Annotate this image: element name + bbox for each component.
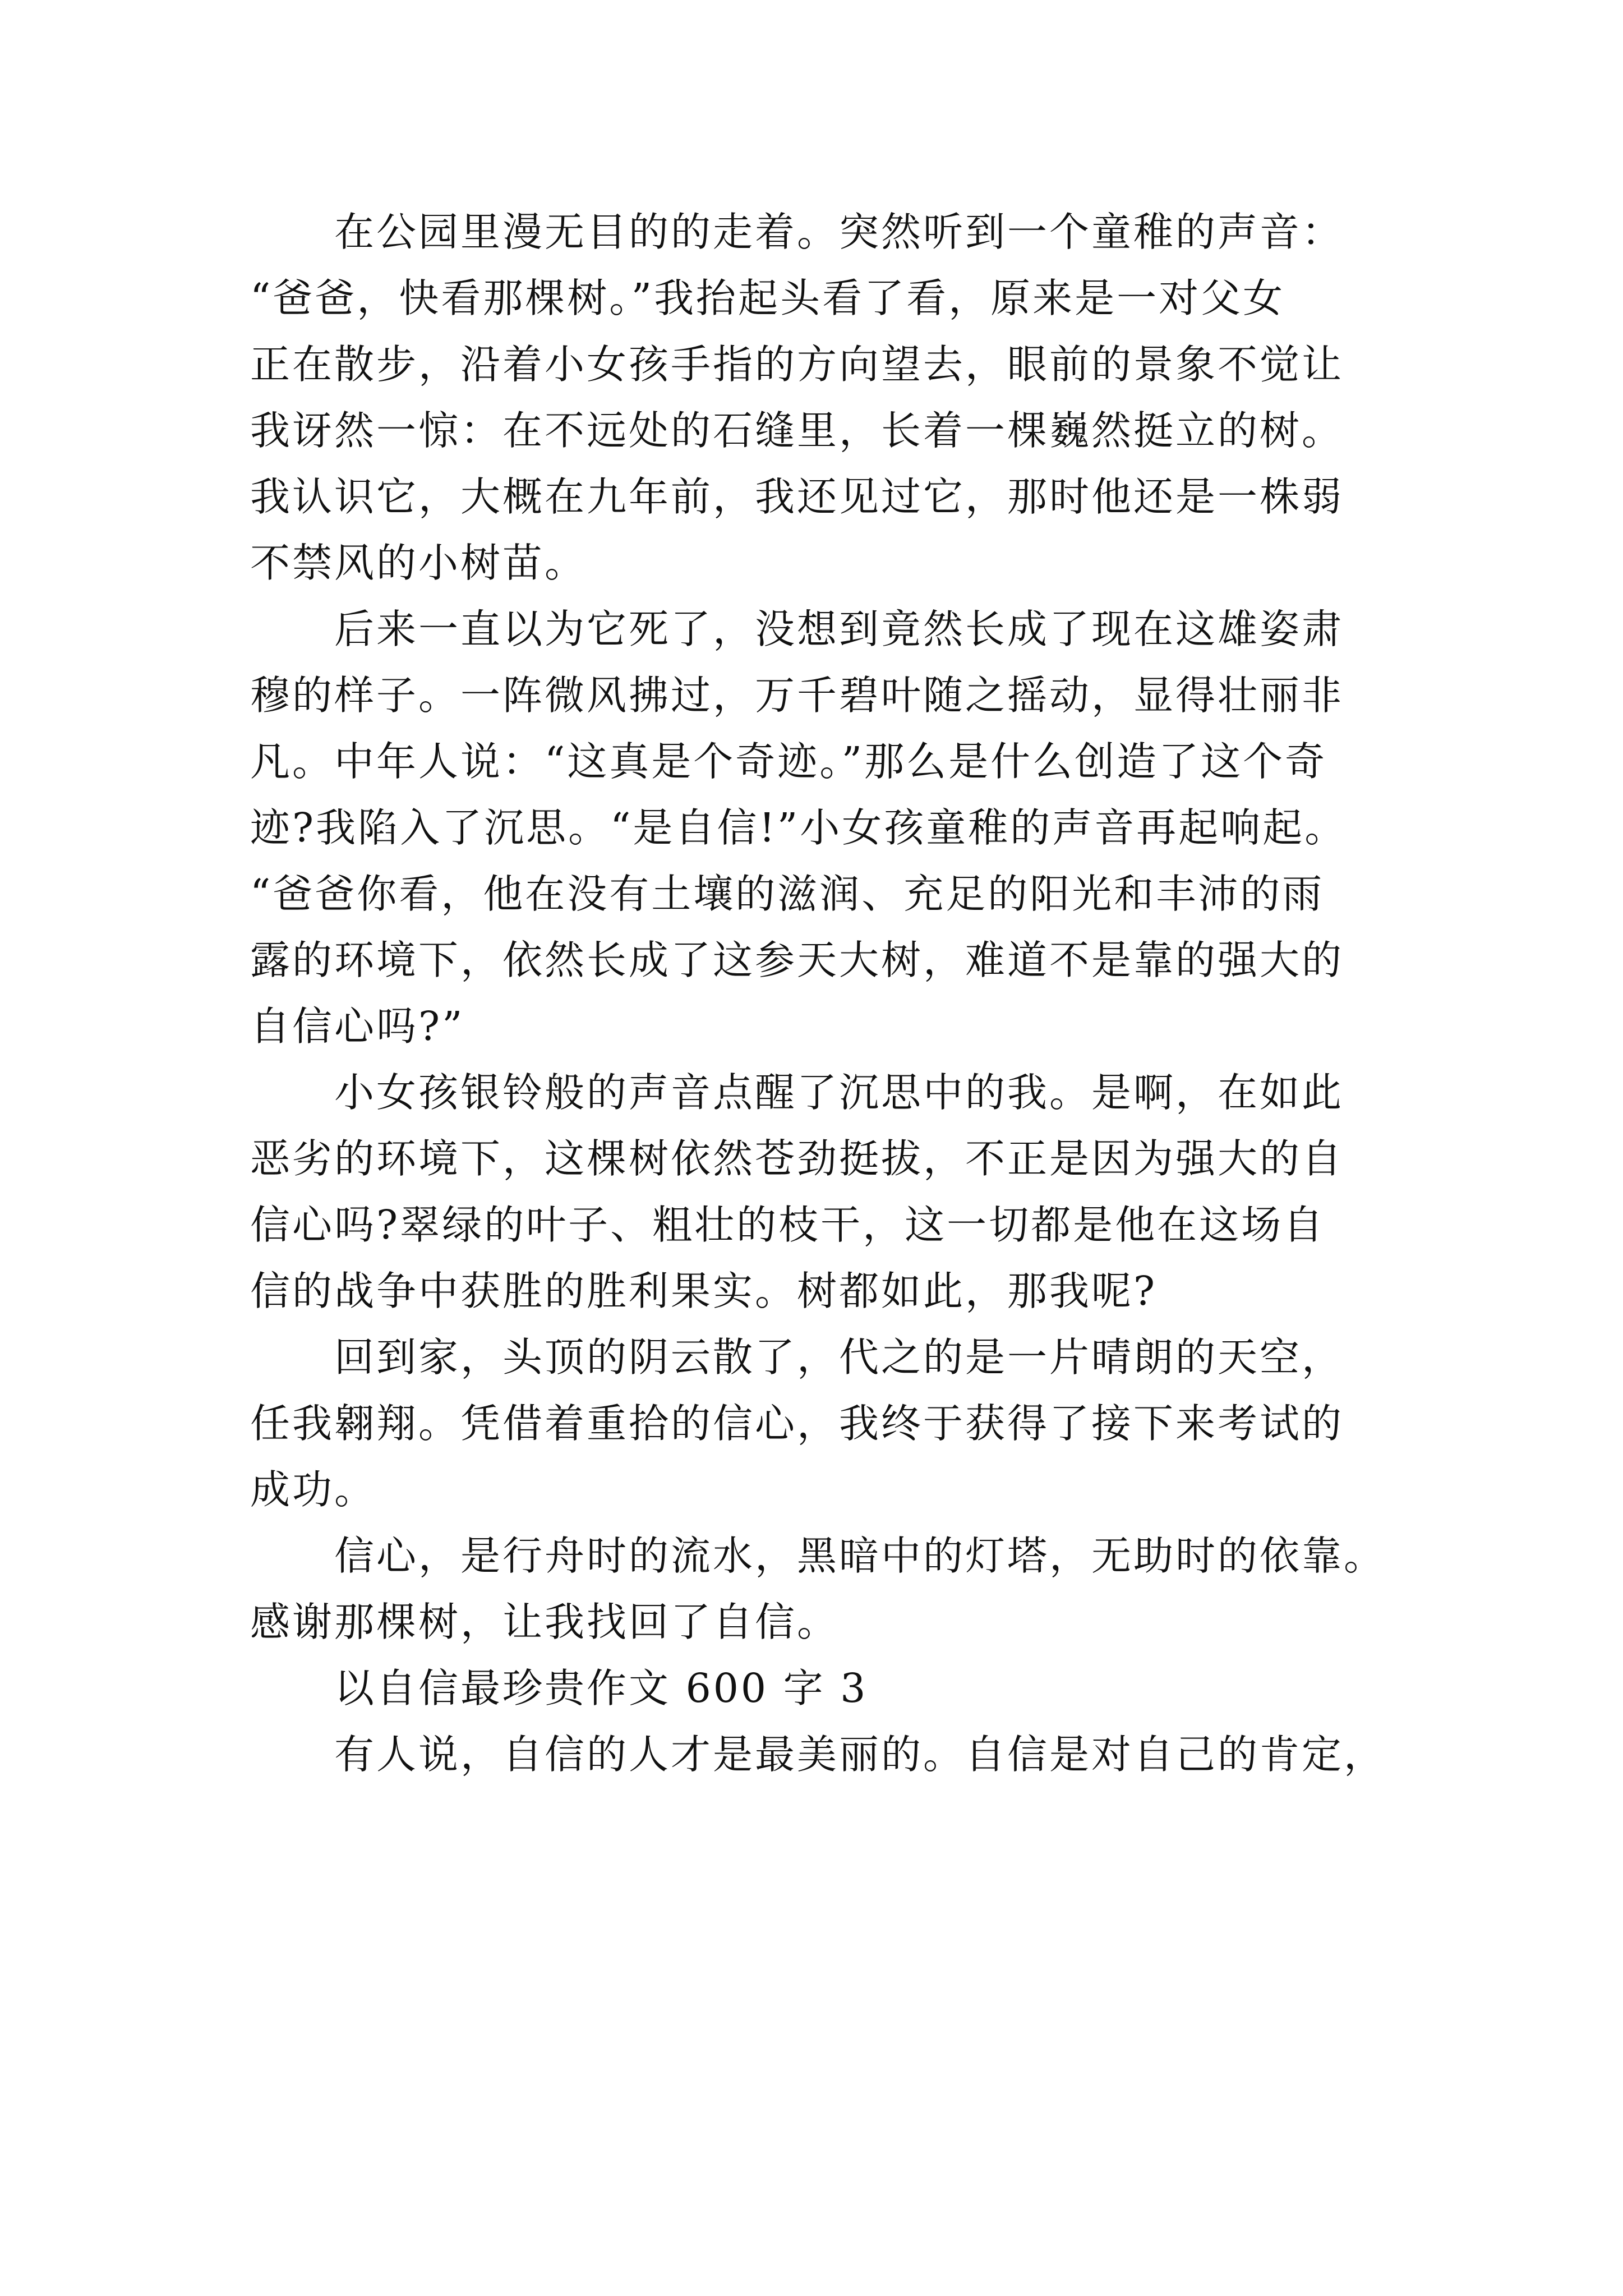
text-line: 有人说，自信的人才是最美丽的。自信是对自己的肯定，: [334, 1731, 1386, 1778]
text-line: 以自信最珍贵作文 600 字 3: [334, 1665, 868, 1711]
text-line: 凡。中年人说：“这真是个奇迹。”那么是什么创造了这个奇: [250, 738, 1327, 785]
text-line: 在公园里漫无目的的走着。突然听到一个童稚的声音：: [334, 209, 1344, 255]
text-line: 自信心吗?”: [250, 1003, 465, 1050]
text-line: 小女孩银铃般的声音点醒了沉思中的我。是啊，在如此: [334, 1069, 1344, 1116]
text-line: 正在散步，沿着小女孩手指的方向望去，眼前的景象不觉让: [250, 341, 1344, 388]
text-line: “爸爸你看，他在没有土壤的滋润、充足的阳光和丰沛的雨: [250, 871, 1325, 917]
text-line: 信的战争中获胜的胜利果实。树都如此，那我呢?: [250, 1268, 1158, 1314]
text-line: 信心吗?翠绿的叶子、粗壮的枝干，这一切都是他在这场自: [250, 1202, 1326, 1248]
text-line: 恶劣的环境下，这棵树依然苍劲挺拔，不正是因为强大的自: [250, 1135, 1344, 1182]
text-line: 后来一直以为它死了，没想到竟然长成了现在这雄姿肃: [334, 606, 1344, 652]
document-body: [250, 199, 1456, 1788]
text-line: 不禁风的小树苗。: [250, 540, 587, 586]
text-line: 露的环境下，依然长成了这参天大树，难道不是靠的强大的: [250, 937, 1344, 983]
text-line: 我认识它，大概在九年前，我还见过它，那时他还是一株弱: [250, 473, 1344, 520]
text-line: 回到家，头顶的阴云散了，代之的是一片晴朗的天空，: [334, 1334, 1344, 1381]
text-line: 任我翱翔。凭借着重拾的信心，我终于获得了接下来考试的: [250, 1400, 1344, 1447]
text-line: 感谢那棵树，让我找回了自信。: [250, 1599, 840, 1645]
text-line: 迹?我陷入了沉思。“是自信!”小女孩童稚的声音再起响起。: [250, 804, 1347, 851]
text-line: 成功。: [250, 1466, 377, 1513]
text-line: “爸爸，快看那棵树。”我抬起头看了看，原来是一对父女: [250, 275, 1285, 321]
text-line: 信心，是行舟时的流水，黑暗中的灯塔，无助时的依靠。: [334, 1533, 1386, 1579]
text-line: 我讶然一惊：在不远处的石缝里，长着一棵巍然挺立的树。: [250, 407, 1344, 454]
text-line: 穆的样子。一阵微风拂过，万千碧叶随之摇动，显得壮丽非: [250, 672, 1344, 719]
